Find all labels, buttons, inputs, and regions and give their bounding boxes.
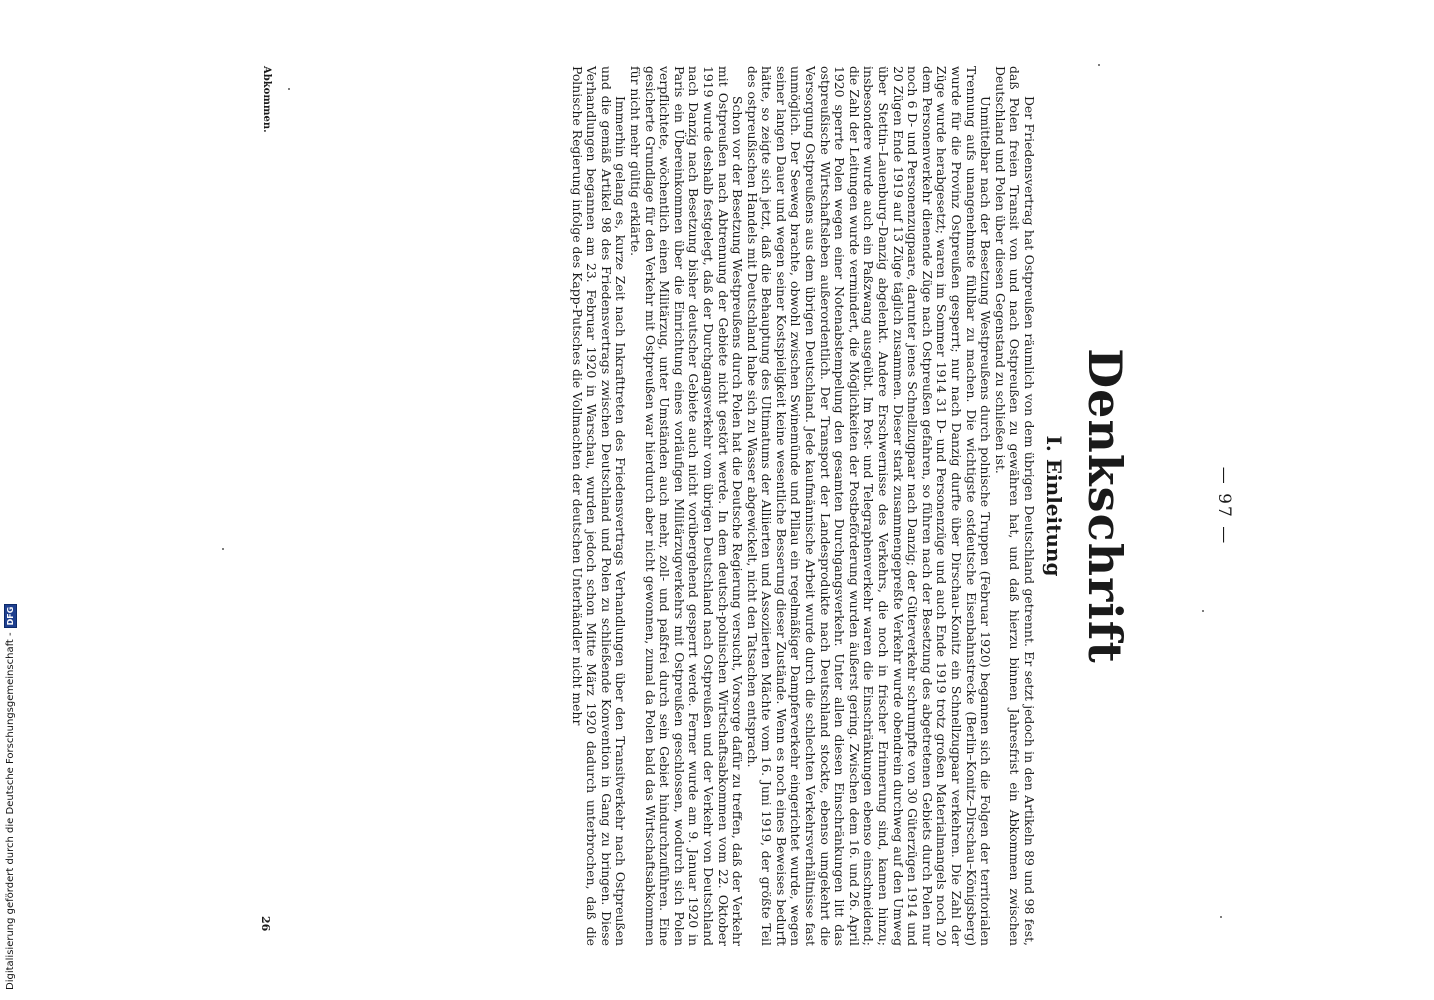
footer-signature: Abkommen. [261, 66, 272, 133]
scan-speck [222, 548, 224, 550]
section-heading: I. Einleitung [1042, 435, 1066, 577]
digitization-notice-text: Digitalisierung gefördert durch die Deutsche Forschungsgemeinschaft - [5, 632, 16, 990]
rotated-document [236, 66, 1234, 946]
paragraph: Immerhin gelang es, kurze Zeit nach Inkrafttreten des Friedensvertrags Verhandlungen über den Transitverkehr nach Ostpreußen und die gemäß Artikel 98 des Friedensvertrags zwischen Deutschland und Polen zu schließende Konvention in Gang zu bringen. Diese Verhandlungen begannen am 23. Februar 1920 in Warschau, wurden jedoch schon Mitte März 1920 dadurch unterbrochen, daß die Polnische Regierung infolge des Kapp-Putsches die Vollmachten der deutschen Unterhändler nicht mehr [569, 66, 629, 946]
dfg-logo-icon: DFG [4, 604, 17, 629]
scan-speck [1220, 916, 1222, 918]
document-title: Denkschrift [1078, 348, 1132, 664]
digitization-notice [4, 604, 17, 990]
paragraph: Unmittelbar nach der Besetzung Westpreußens durch polnische Truppen (Februar 1920) begannen sich die Folgen der territorialen Trennung aufs unangenehmste fühlbar zu machen. Die wichtigste ostdeutsche Eisenbahnstrecke (Berlin–Konitz–Dirschau–Königsberg) wurde für die Provinz Ostpreußen gesperrt; nur nach Danzig durfte über Dirschau–Konitz ein Schnellzugpaar verkehren. Die Zahl der Züge wurde herabgesetzt; waren im Sommer 1914 31 D- und Personenzüge und auch Ende 1919 trotz großen Materialmangels noch 20 dem Personenverkehr dienende Züge nach Ostpreußen gefahren, so führen nach der Besetzung des abgetretenen Gebiets durch Polen nur noch 6 D- und Personenzugpaare, darunter jenes Schnellzugpaar nach Danzig; der Güterverkehr schrumpfte von 30 Güterzügen 1914 und 20 Zügen Ende 1919 auf 13 Züge täglich zusammen. Dieser stark zusammengepreßte Verkehr wurde obendrein durchweg auf den Umweg über Stettin–Lauenburg–Danzig abgelenkt. Andere Erschwernisse des Verkehrs, die noch in frischer Erinnerung sind, kamen hinzu; insbesondere wurde auch ein Paßzwang ausgeübt. Im Post- und Telegraphenverkehr waren die Einschränkungen ebenso einschneidend; die Zahl der Leitungen wurde vermindert, die Möglichkeiten der Postbeförderung wurden äußerst gering. Zwischen dem 16. und 26. April 1920 sperrte Polen wegen einer Notenabstempelung den gesamten Durchgangsverkehr. Unter allen diesen Einschränkungen litt das ostpreußische Wirtschaftsleben außerordentlich. Der Transport der Landesprodukte nach Deutschland stockte, ebenso umgekehrt die Versorgung Ostpreußens aus dem übrigen Deutschland. Jede kaufmännische Arbeit wurde durch die schlechten Verkehrsverhältnisse fast unmöglich. Der Seeweg brachte, obwohl zwischen Swinemünde und Pillau ein regelmäßiger Dampferverkehr eingerichtet wurde, wegen seiner langen Dauer und wegen seiner Kostspieligkeit keine wesentliche Besserung dieser Zustände. Wenn es noch eines Beweises bedurft hätte, so zeigte sich jetzt, daß die Behauptung des Ultimatums der Alliierten und Assoziierten Mächte vom 16. Juni 1919, der größte Teil des ostpreußischen Handels mit Deutschland habe sich zu Wasser abgewickelt, nicht den Tatsachen entsprach. [744, 66, 994, 946]
page-number: — 97 — [1214, 466, 1234, 546]
body-text [569, 66, 1036, 946]
footer-sheet-number: 26 [259, 916, 272, 932]
scan-speck [288, 88, 290, 90]
paragraph: Schon vor der Besetzung Westpreußens durch Polen hat die Deutsche Regierung versucht, Vorsorge dafür zu treffen, daß der Verkehr mit Ostpreußen nach Abtrennung der Gebiete nicht gestört werde. In dem deutsch-polnischen Wirtschaftsabkommen vom 22. Oktober 1919 wurde deshalb festgelegt, daß der Durchgangsverkehr vom übrigen Deutschland nach Ostpreußen und der Verkehr von Deutschland nach Danzig nach Besetzung bisher deutscher Gebiete auch nicht vorübergehend gesperrt werde. Ferner wurde am 9. Januar 1920 in Paris ein Übereinkommen über die Einrichtung eines vorläufigen Militärzugverkehrs mit Ostpreußen geschlossen, wodurch sich Polen verpflichtete, wöchentlich einen Militärzug, unter Umständen auch mehr, zoll- und paßfrei durch sein Gebiet hindurchzuführen. Eine gesicherte Grundlage für den Verkehr mit Ostpreußen war hierdurch aber nicht gewonnen, zumal da Polen bald das Wirtschaftsabkommen für nicht mehr gültig erklärte. [627, 66, 746, 946]
scan-speck [1202, 610, 1204, 612]
scan-speck [1098, 64, 1100, 66]
paragraph: Der Friedensvertrag hat Ostpreußen räumlich von dem übrigen Deutschland getrennt. Er setzt jedoch in den Artikeln 89 und 98 fest, daß Polen freien Transit von und nach Ostpreußen zu gewähren hat, und daß hierzu binnen Jahresfrist ein Abkommen zwischen Deutschland und Polen über diesen Gegenstand zu schließen ist. [992, 66, 1037, 946]
